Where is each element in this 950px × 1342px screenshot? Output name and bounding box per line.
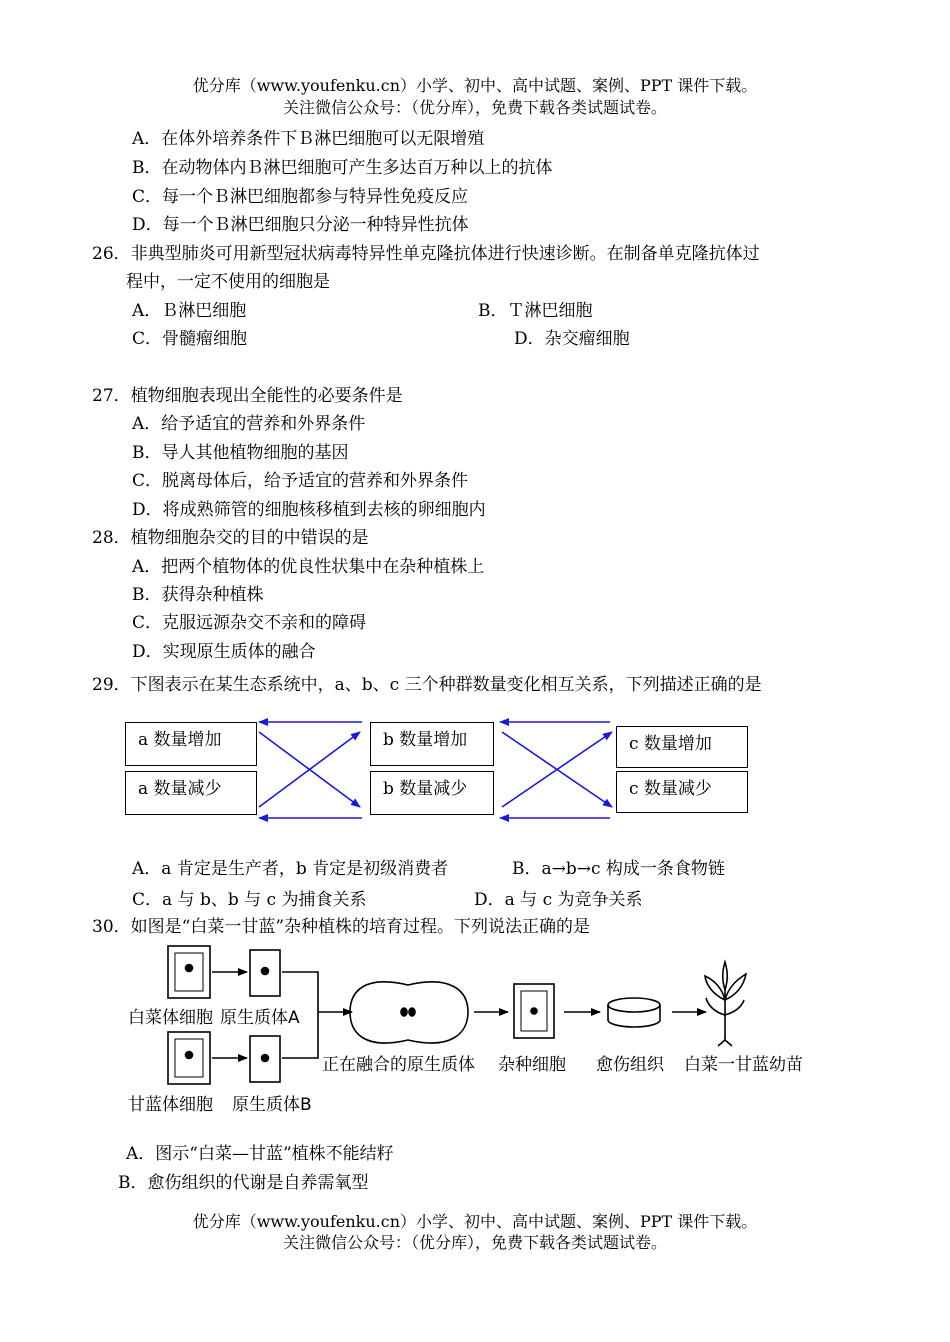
callus-shape: [608, 1005, 660, 1027]
q28-option-a: A．把两个植物体的优良性状集中在杂种植株上: [132, 557, 485, 577]
label-protoplast-b: 原生质体B: [232, 1095, 312, 1115]
label-seedling: 白菜一甘蓝幼苗: [684, 1055, 803, 1075]
label-hybrid-cell: 杂种细胞: [498, 1055, 566, 1075]
label-cabbage-cell: 白菜体细胞: [128, 1008, 213, 1028]
box-b-increase: b 数量增加: [370, 722, 494, 766]
q26-stem-1: 26．非典型肺炎可用新型冠状病毒特异性单克隆抗体进行快速诊断。在制备单克隆抗体过: [92, 244, 760, 264]
header-line-1: 优分库（www.youfenku.cn）小学、初中、高中试题、案例、PPT 课件下载。: [192, 76, 758, 95]
box-a-decrease: a 数量减少: [125, 771, 257, 815]
q27-stem: 27．植物细胞表现出全能性的必要条件是: [92, 386, 403, 406]
q27-option-a: A．给予适宜的营养和外界条件: [132, 414, 366, 434]
label-callus: 愈伤组织: [596, 1055, 664, 1075]
q29-option-a: A．a 肯定是生产者，b 肯定是初级消费者: [132, 859, 449, 879]
q27-option-b: B．导人其他植物细胞的基因: [132, 443, 349, 463]
q26-option-d: D．杂交瘤细胞: [514, 329, 630, 349]
q30-option-b: B．愈伤组织的代谢是自养需氧型: [118, 1173, 369, 1193]
q26-option-b: B．Ｔ淋巴细胞: [478, 301, 593, 321]
q26-option-a: A．Ｂ淋巴细胞: [132, 301, 247, 321]
q28-stem: 28．植物细胞杂交的目的中错误的是: [92, 528, 369, 548]
q27-option-d: D．将成熟筛管的细胞核移植到去核的卵细胞内: [132, 500, 486, 520]
q30-stem: 30．如图是“白菜一甘蓝”杂种植株的培育过程。下列说法正确的是: [92, 917, 591, 937]
q29-option-b: B．a→b→c 构成一条食物链: [512, 859, 725, 879]
header-line-2: 关注微信公众号：（优分库），免费下载各类试题试卷。: [282, 98, 667, 117]
q26-option-c: C．骨髓瘤细胞: [132, 329, 248, 349]
q28-option-b: B．获得杂种植株: [132, 585, 264, 605]
q30-option-a: A．图示“白菜—甘蓝”植株不能结籽: [126, 1144, 394, 1164]
q25-option-a: A．在体外培养条件下Ｂ淋巴细胞可以无限增殖: [132, 129, 485, 149]
label-kale-cell: 甘蓝体细胞: [128, 1095, 213, 1115]
box-c-decrease: c 数量减少: [616, 771, 748, 813]
footer-line-1: 优分库（www.youfenku.cn）小学、初中、高中试题、案例、PPT 课件下载。: [192, 1212, 758, 1231]
q28-option-c: C．克服远源杂交不亲和的障碍: [132, 613, 367, 633]
q25-option-d: D．每一个Ｂ淋巴细胞只分泌一种特异性抗体: [132, 215, 469, 235]
q25-option-b: B．在动物体内Ｂ淋巴细胞可产生多达百万种以上的抗体: [132, 158, 553, 178]
q27-option-c: C．脱离母体后，给予适宜的营养和外界条件: [132, 471, 469, 491]
q29-stem: 29．下图表示在某生态系统中，a、b、c 三个种群数量变化相互关系，下列描述正确的是: [92, 675, 762, 695]
label-fusing: 正在融合的原生质体: [322, 1055, 475, 1075]
box-c-increase: c 数量增加: [616, 726, 748, 768]
seedling-shape: [705, 962, 746, 1046]
footer-line-2: 关注微信公众号：（优分库），免费下载各类试题试卷。: [282, 1233, 667, 1252]
q25-option-c: C．每一个Ｂ淋巴细胞都参与特异性免疫反应: [132, 187, 469, 207]
box-a-increase: a 数量增加: [125, 722, 257, 766]
label-protoplast-a: 原生质体A: [220, 1008, 300, 1028]
q26-stem-2: 程中，一定不使用的细胞是: [126, 272, 330, 292]
q29-option-d: D．a 与 c 为竞争关系: [474, 890, 643, 910]
q29-option-c: C．a 与 b、b 与 c 为捕食关系: [132, 890, 367, 910]
box-b-decrease: b 数量减少: [370, 771, 494, 815]
q28-option-d: D．实现原生质体的融合: [132, 642, 316, 662]
